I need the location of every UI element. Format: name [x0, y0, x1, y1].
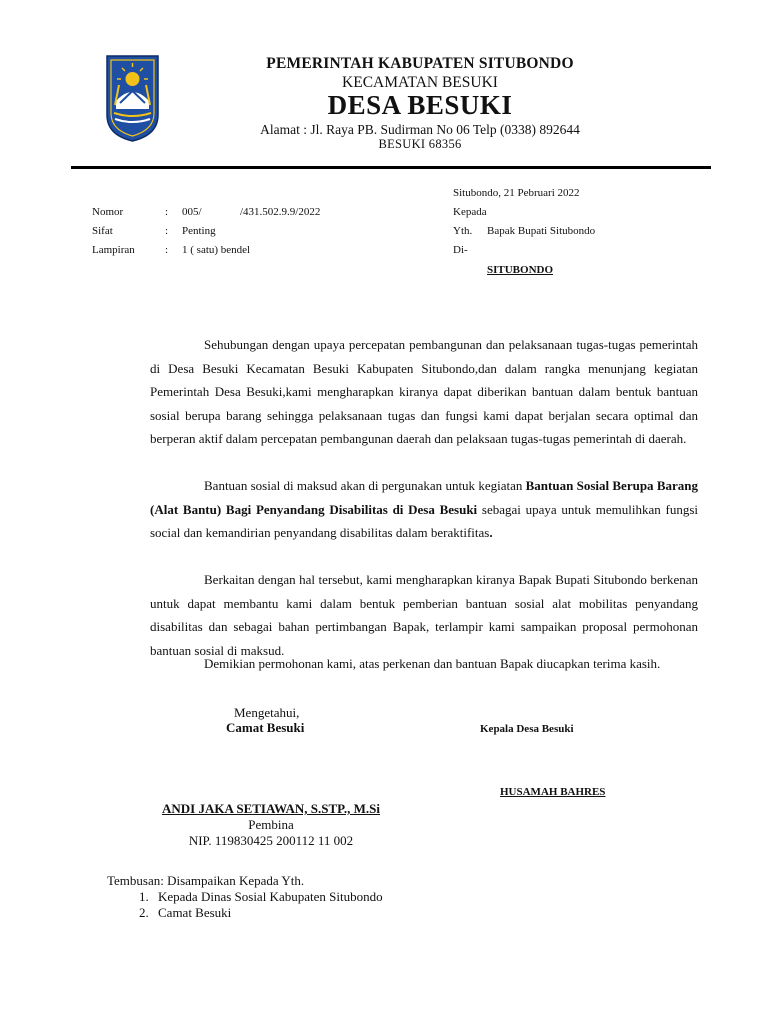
nomor-colon: : — [165, 206, 169, 218]
camat-rank: Pembina — [248, 817, 294, 832]
paragraph-3: Berkaitan dengan hal tersebut, kami mengharapkan kiranya Bapak Bupati Situbondo berkenan untuk dapat membantu kami dalam bentuk pemberian bantuan sosial alat mobilitas penyandang disabilitas dan sebagai bahan pertimbangan Bapak, terlampir kami sampaikan proposal permohonan bantuan sosial di maksud. — [150, 572, 698, 658]
tembusan-item: 1. Kepada Dinas Sosial Kabupaten Situbondo — [152, 889, 383, 905]
nomor-value-b: /431.502.9.9/2022 — [240, 206, 321, 218]
nomor-label: Nomor — [92, 206, 124, 218]
lampiran-value: 1 ( satu) bendel — [182, 244, 251, 256]
paragraph-2: Bantuan sosial di maksud akan di pergunakan untuk kegiatan Bantuan Sosial Berupa Barang (Alat Bantu) Bagi Penyandang Disabilitas di Desa Besuki sebagai upaya untuk memulihkan fungsi social dan kemandirian penyandang disabilitas dalam beraktifitas. — [150, 478, 698, 540]
letterhead-divider — [71, 166, 711, 169]
yth-label: Yth. — [453, 225, 473, 237]
camat-nip: NIP. 119830425 200112 11 002 — [188, 833, 354, 848]
letterhead-village: DESA BESUKI — [327, 90, 513, 120]
sifat-value: Penting — [182, 225, 216, 237]
letterhead-government: PEMERINTAH KABUPATEN SITUBONDO — [266, 55, 574, 72]
camat-name: ANDI JAKA SETIAWAN, S.STP., M.Si — [161, 801, 381, 816]
paragraph-1: Sehubungan dengan upaya percepatan pembangunan dan pelaksanaan tugas-tugas pemerintah di Desa Besuki Kecamatan Besuki Kabupaten Situbondo,dan dalam rangka menunjang kegiatan Pemerintah Desa Besuki,kami mengharapkan kiranya dapat diberikan bantuan dalam bentuk bantuan sosial berupa barang sehingga pelaksanaan tugas dan fungsi kami dapat berjalan secara optimal dan berperan aktif dalam percepatan pembangunan daerah dan pelaksaan tugas-tugas pemerintah di daerah. — [150, 337, 698, 446]
tembusan-item: 2. Camat Besuki — [152, 905, 383, 921]
mengetahui-label: Mengetahui, — [234, 705, 300, 720]
sifat-colon: : — [165, 225, 169, 237]
nomor-value-a: 005/ — [182, 206, 202, 218]
camat-signature-block — [100, 801, 442, 849]
lampiran-colon: : — [165, 244, 169, 256]
place-date: Situbondo, 21 Pebruari 2022 — [453, 187, 580, 199]
kades-title: Kepala Desa Besuki — [480, 723, 574, 735]
recipient-name: Bapak Bupati Situbondo — [487, 225, 596, 237]
recipient-city: SITUBONDO — [487, 264, 554, 276]
letterhead-district: KECAMATAN BESUKI — [342, 74, 498, 91]
tembusan-list — [107, 889, 383, 921]
tembusan-block — [107, 873, 383, 921]
letterhead-address: Alamat : Jl. Raya PB. Sudirman No 06 Telp (0338) 892644 — [260, 122, 580, 137]
di-label: Di- — [453, 244, 468, 256]
kepada-label: Kepada — [453, 206, 487, 218]
sifat-label: Sifat — [92, 225, 113, 237]
kades-name: HUSAMAH BAHRES — [500, 786, 606, 798]
regency-emblem-icon — [105, 53, 160, 143]
tembusan-title: Tembusan: Disampaikan Kepada Yth. — [107, 873, 305, 888]
letterhead-postal: BESUKI 68356 — [378, 137, 462, 151]
camat-title: Camat Besuki — [226, 720, 305, 735]
lampiran-label: Lampiran — [92, 244, 135, 256]
paragraph-4: Demikian permohonan kami, atas perkenan dan bantuan Bapak diucapkan terima kasih. — [204, 656, 661, 671]
